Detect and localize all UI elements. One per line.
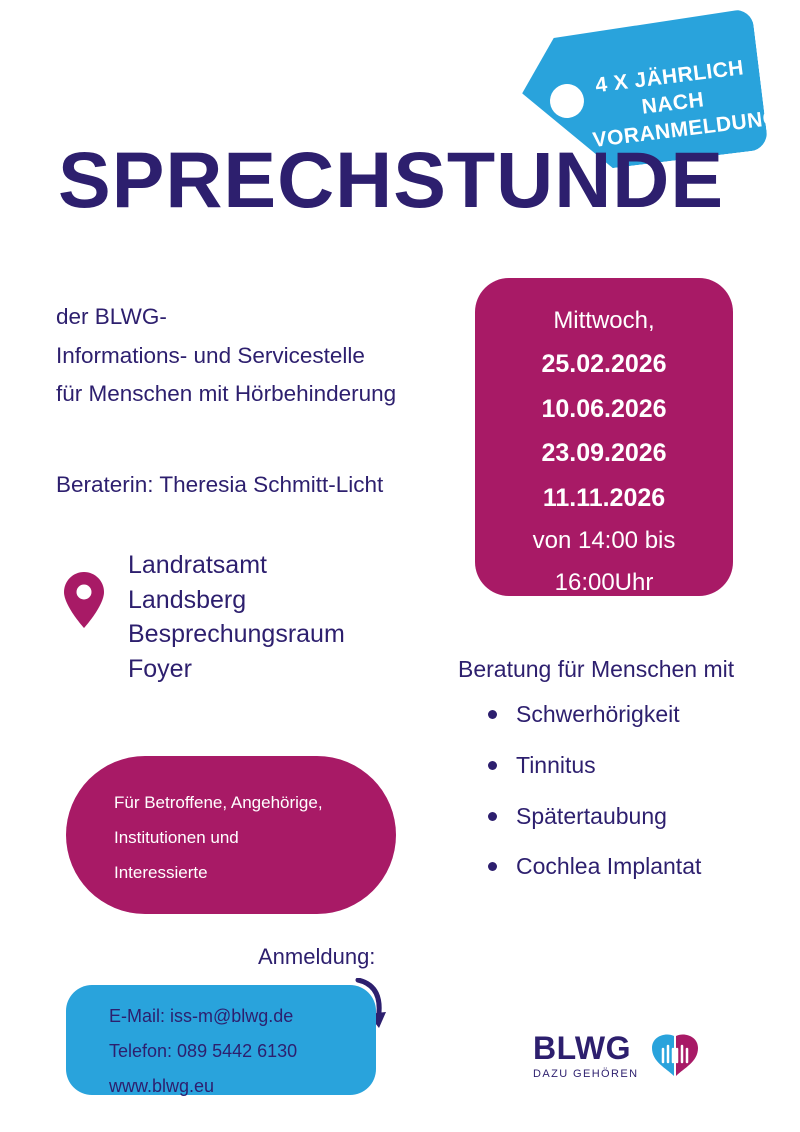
registration-label: Anmeldung: (258, 944, 376, 969)
address-line-3: Besprechungsraum (128, 620, 345, 648)
address-line-2: Landsberg (128, 585, 247, 614)
email-text[interactable]: E-Mail: iss-m@blwg.de (109, 1006, 294, 1026)
logo-tagline: DAZU GEHÖREN (533, 1068, 639, 1080)
consultation-title: Beratung für Menschen mit (458, 656, 735, 682)
blwg-logo (533, 1032, 702, 1080)
audience-line-3: Interessierte (114, 862, 208, 882)
dates-time-line-1: von 14:00 bis (532, 527, 676, 554)
consultant-name: Beraterin: Theresia Schmitt-Licht (56, 472, 384, 497)
date-item-2: 10.06.2026 (541, 394, 667, 423)
address-line-4: Foyer (128, 654, 192, 683)
website-link[interactable]: www.blwg.eu (109, 1076, 215, 1097)
address-line-1: Landratsamt (128, 551, 267, 579)
badge-label: 4 X JÄHRLICH NACH VORANMELDUNG (591, 56, 781, 152)
list-item: Tinnitus (486, 751, 786, 780)
list-item: Cochlea Implantat (486, 852, 786, 881)
logo-name: BLWG (533, 1030, 631, 1066)
dates-weekday: Mittwoch, (553, 307, 655, 334)
audience-panel (66, 756, 396, 914)
intro-line-1: der BLWG- (56, 304, 167, 329)
intro-line-2: Informations- und Servicestelle (56, 342, 365, 368)
contact-panel (66, 985, 376, 1095)
list-item: Spätertaubung (486, 802, 786, 831)
address-text (118, 548, 345, 686)
map-pin-icon (60, 548, 118, 637)
consultation-list (486, 700, 786, 903)
date-item-4: 11.11.2026 (542, 483, 666, 512)
logo-text-block (533, 1032, 638, 1080)
list-item: Schwerhörigkeit (486, 700, 786, 729)
phone-text[interactable]: Telefon: 089 5442 6130 (109, 1041, 298, 1062)
intro-line-3: für Menschen mit Hörbehinderung (56, 381, 397, 407)
date-item-1: 25.02.2026 (541, 350, 667, 378)
dates-panel (475, 278, 733, 596)
date-item-3: 23.09.2026 (541, 439, 667, 467)
intro-block (56, 298, 456, 414)
dates-time-line-2: 16:00Uhr (554, 569, 654, 596)
audience-line-2: Institutionen und (114, 827, 239, 847)
page-title: SPRECHSTUNDE (58, 135, 725, 224)
address-block (60, 548, 345, 686)
hands-icon (648, 1032, 702, 1080)
audience-line-1: Für Betroffene, Angehörige, (114, 793, 323, 812)
